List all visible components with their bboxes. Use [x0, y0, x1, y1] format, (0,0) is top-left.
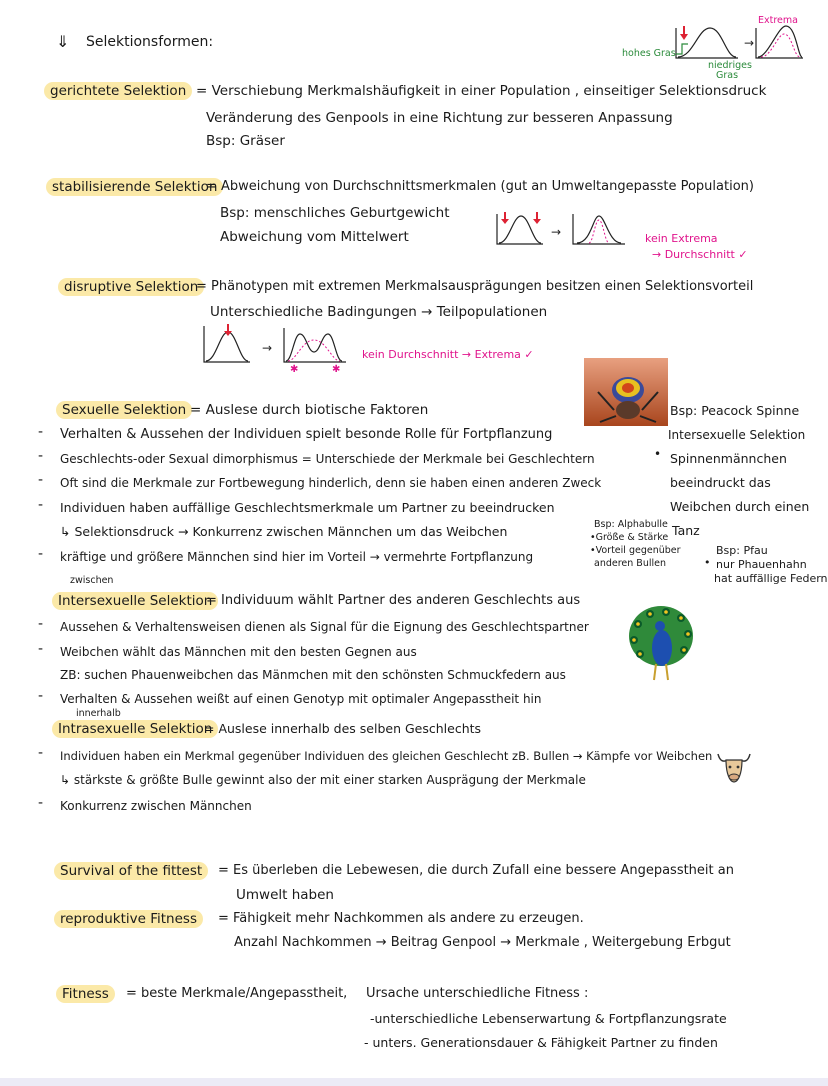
fitness-right2: - unters. Generationsdauer & Fähigkeit Partner zu finden	[364, 1035, 718, 1050]
fitness-right1: -unterschiedliche Lebenserwartung & Fortpflanzungsrate	[370, 1011, 727, 1026]
term-stabilisierende-selektion: stabilisierende Selektion	[46, 178, 223, 196]
gerichtet-line1: = Verschiebung Merkmalshäufigkeit in einer Population , einseitiger Selektionsdruck	[196, 83, 767, 99]
bullet: -	[38, 424, 44, 440]
inter-item-3: ZB: suchen Phauenweibchen das Mänmchen mit den schönsten Schmuckfedern aus	[60, 668, 566, 682]
term-sexuelle-selektion: Sexuelle Selektion	[56, 401, 192, 419]
label-niedriges: niedriges	[708, 60, 752, 71]
term-survival-of-the-fittest: Survival of the fittest	[54, 862, 208, 880]
gerichtet-line2: Veränderung des Genpools in eine Richtung zur besseren Anpassung	[206, 110, 673, 126]
fitness-line1: = beste Merkmale/Angepasstheit,	[126, 986, 348, 1001]
repro-line1: = Fähigkeit mehr Nachkommen als andere zu erzeugen.	[218, 911, 584, 926]
bullet: •	[654, 447, 662, 461]
peacock-icon	[626, 604, 696, 684]
inter-item-4: Verhalten & Aussehen weißt auf einen Genotyp mit optimaler Angepasstheit hin	[60, 692, 542, 706]
bulle-example-title: Bsp: Alphabulle	[594, 519, 668, 530]
disruptive-selection-diagram	[196, 322, 356, 375]
gerichtet-line3: Bsp: Gräser	[206, 133, 285, 149]
label-hohes-gras: hohes Gras	[622, 48, 676, 59]
inter-item-1: Aussehen & Verhaltensweisen dienen als Signal für die Eignung des Geschlechtspartner	[60, 620, 589, 634]
bulle-example-l3: anderen Bullen	[594, 558, 666, 569]
bullet: -	[38, 497, 44, 513]
sexuell-item-6: kräftige und größere Männchen sind hier im Vorteil → vermehrte Fortpflanzung	[60, 550, 534, 564]
disruptiv-line2: Unterschiedliche Badingungen → Teilpopulationen	[210, 304, 548, 320]
term-gerichtete-selektion: gerichtete Selektion	[44, 82, 192, 100]
inter-small-note: zwischen	[70, 575, 114, 586]
stabilizing-selection-diagram	[493, 210, 643, 255]
bullet: -	[38, 795, 44, 811]
intra-line0: = Auslese innerhalb des selben Geschlechts	[204, 721, 482, 736]
stabil-line1: = Abweichung von Durchschnittsmerkmalen (gut an Umweltangepasste Population)	[206, 179, 754, 194]
spider-example-l1: Intersexuelle Selektion	[668, 428, 806, 442]
pfau-example-l1: nur Phauenhahn	[716, 558, 807, 571]
stabil-line3: Abweichung vom Mittelwert	[220, 229, 409, 245]
stabil-note1: kein Extrema	[645, 232, 718, 245]
sexuell-item-5: ↳ Selektionsdruck → Konkurrenz zwischen Männchen um das Weibchen	[60, 524, 508, 539]
label-extrema: Extrema	[758, 15, 798, 26]
svg-text:→: →	[262, 341, 273, 355]
bullet: •	[704, 556, 711, 569]
bullet: -	[38, 448, 44, 464]
bullet: -	[38, 641, 44, 657]
disruptiv-note: kein Durchschnitt → Extrema ✓	[362, 348, 534, 361]
spider-example-l4: Weibchen durch einen	[670, 499, 810, 514]
bull-icon	[714, 748, 754, 788]
intra-item-1: Individuen haben ein Merkmal gegenüber Individuen des gleichen Geschlecht zB. Bullen → Kämpfe vor Weibchen	[60, 749, 713, 763]
bottom-bar	[0, 1078, 828, 1086]
sexuell-item-4: Individuen haben auffällige Geschlechtsmerkmale um Partner zu beeindrucken	[60, 500, 555, 515]
label-gras: Gras	[716, 70, 739, 81]
peacock-spider-image	[584, 358, 668, 426]
svg-text:→: →	[551, 225, 562, 239]
sexuell-item-2: Geschlechts-oder Sexual dimorphismus = Unterschiede der Merkmale bei Geschlechtern	[60, 452, 595, 466]
stabil-line2: Bsp: menschliches Geburtgewicht	[220, 205, 450, 221]
intra-small-note: innerhalb	[76, 708, 121, 719]
bulle-example-l1: •Größe & Stärke	[590, 532, 669, 543]
pfau-example-l2: hat auffällige Federn	[714, 572, 828, 585]
disruptiv-line1: = Phänotypen mit extremen Merkmalsausprägungen besitzen einen Selektionsvorteil	[196, 279, 754, 294]
term-disruptive-selektion: disruptive Selektion	[58, 278, 204, 296]
page-title: Selektionsformen:	[86, 34, 214, 50]
intra-item-2: ↳ stärkste & größte Bulle gewinnt also der mit einer starken Ausprägung der Merkmale	[60, 773, 586, 787]
bullet: -	[38, 472, 44, 488]
spider-example-l5: Tanz	[672, 523, 700, 538]
pfau-example-title: Bsp: Pfau	[716, 544, 768, 557]
survival-line1: = Es überleben die Lebewesen, die durch Zufall eine bessere Angepasstheit an	[218, 863, 734, 878]
term-reproduktive-fitness: reproduktive Fitness	[54, 910, 203, 928]
sexuell-line0: = Auslese durch biotische Faktoren	[190, 402, 429, 418]
inter-item-2: Weibchen wählt das Männchen mit den besten Gegnen aus	[60, 645, 417, 659]
sexuell-item-1: Verhalten & Aussehen der Individuen spielt besonde Rolle für Fortpflanzung	[60, 427, 553, 442]
inter-line0: = Individuum wählt Partner des anderen Geschlechts aus	[206, 593, 581, 608]
fitness-right0: Ursache unterschiedliche Fitness :	[366, 986, 589, 1001]
directional-selection-diagram	[668, 20, 818, 70]
stabil-note2: → Durchschnitt ✓	[652, 248, 748, 261]
term-fitness: Fitness	[56, 985, 115, 1003]
spider-example-l2: Spinnenmännchen	[670, 451, 787, 466]
intra-item-3: Konkurrenz zwischen Männchen	[60, 799, 252, 813]
svg-text:✱: ✱	[290, 364, 299, 375]
title-icon: ⇓	[56, 32, 70, 51]
term-intrasexuelle-selektion: Intrasexuelle Selektion	[52, 720, 218, 738]
term-intersexuelle-selektion: Intersexuelle Selektion	[52, 592, 218, 610]
svg-text:✱: ✱	[332, 364, 341, 375]
bullet: -	[38, 745, 44, 761]
sexuell-item-3: Oft sind die Merkmale zur Fortbewegung hinderlich, denn sie haben einen anderen Zweck	[60, 476, 602, 490]
bullet: -	[38, 688, 44, 704]
svg-text:→: →	[744, 36, 755, 50]
bullet: -	[38, 546, 44, 562]
repro-line2: Anzahl Nachkommen → Beitrag Genpool → Merkmale , Weitergebung Erbgut	[234, 935, 731, 950]
bullet: -	[38, 616, 44, 632]
spider-example-title: Bsp: Peacock Spinne	[670, 403, 800, 418]
survival-line2: Umwelt haben	[236, 887, 334, 903]
spider-example-l3: beeindruckt das	[670, 475, 771, 490]
bulle-example-l2: •Vorteil gegenüber	[590, 545, 681, 556]
